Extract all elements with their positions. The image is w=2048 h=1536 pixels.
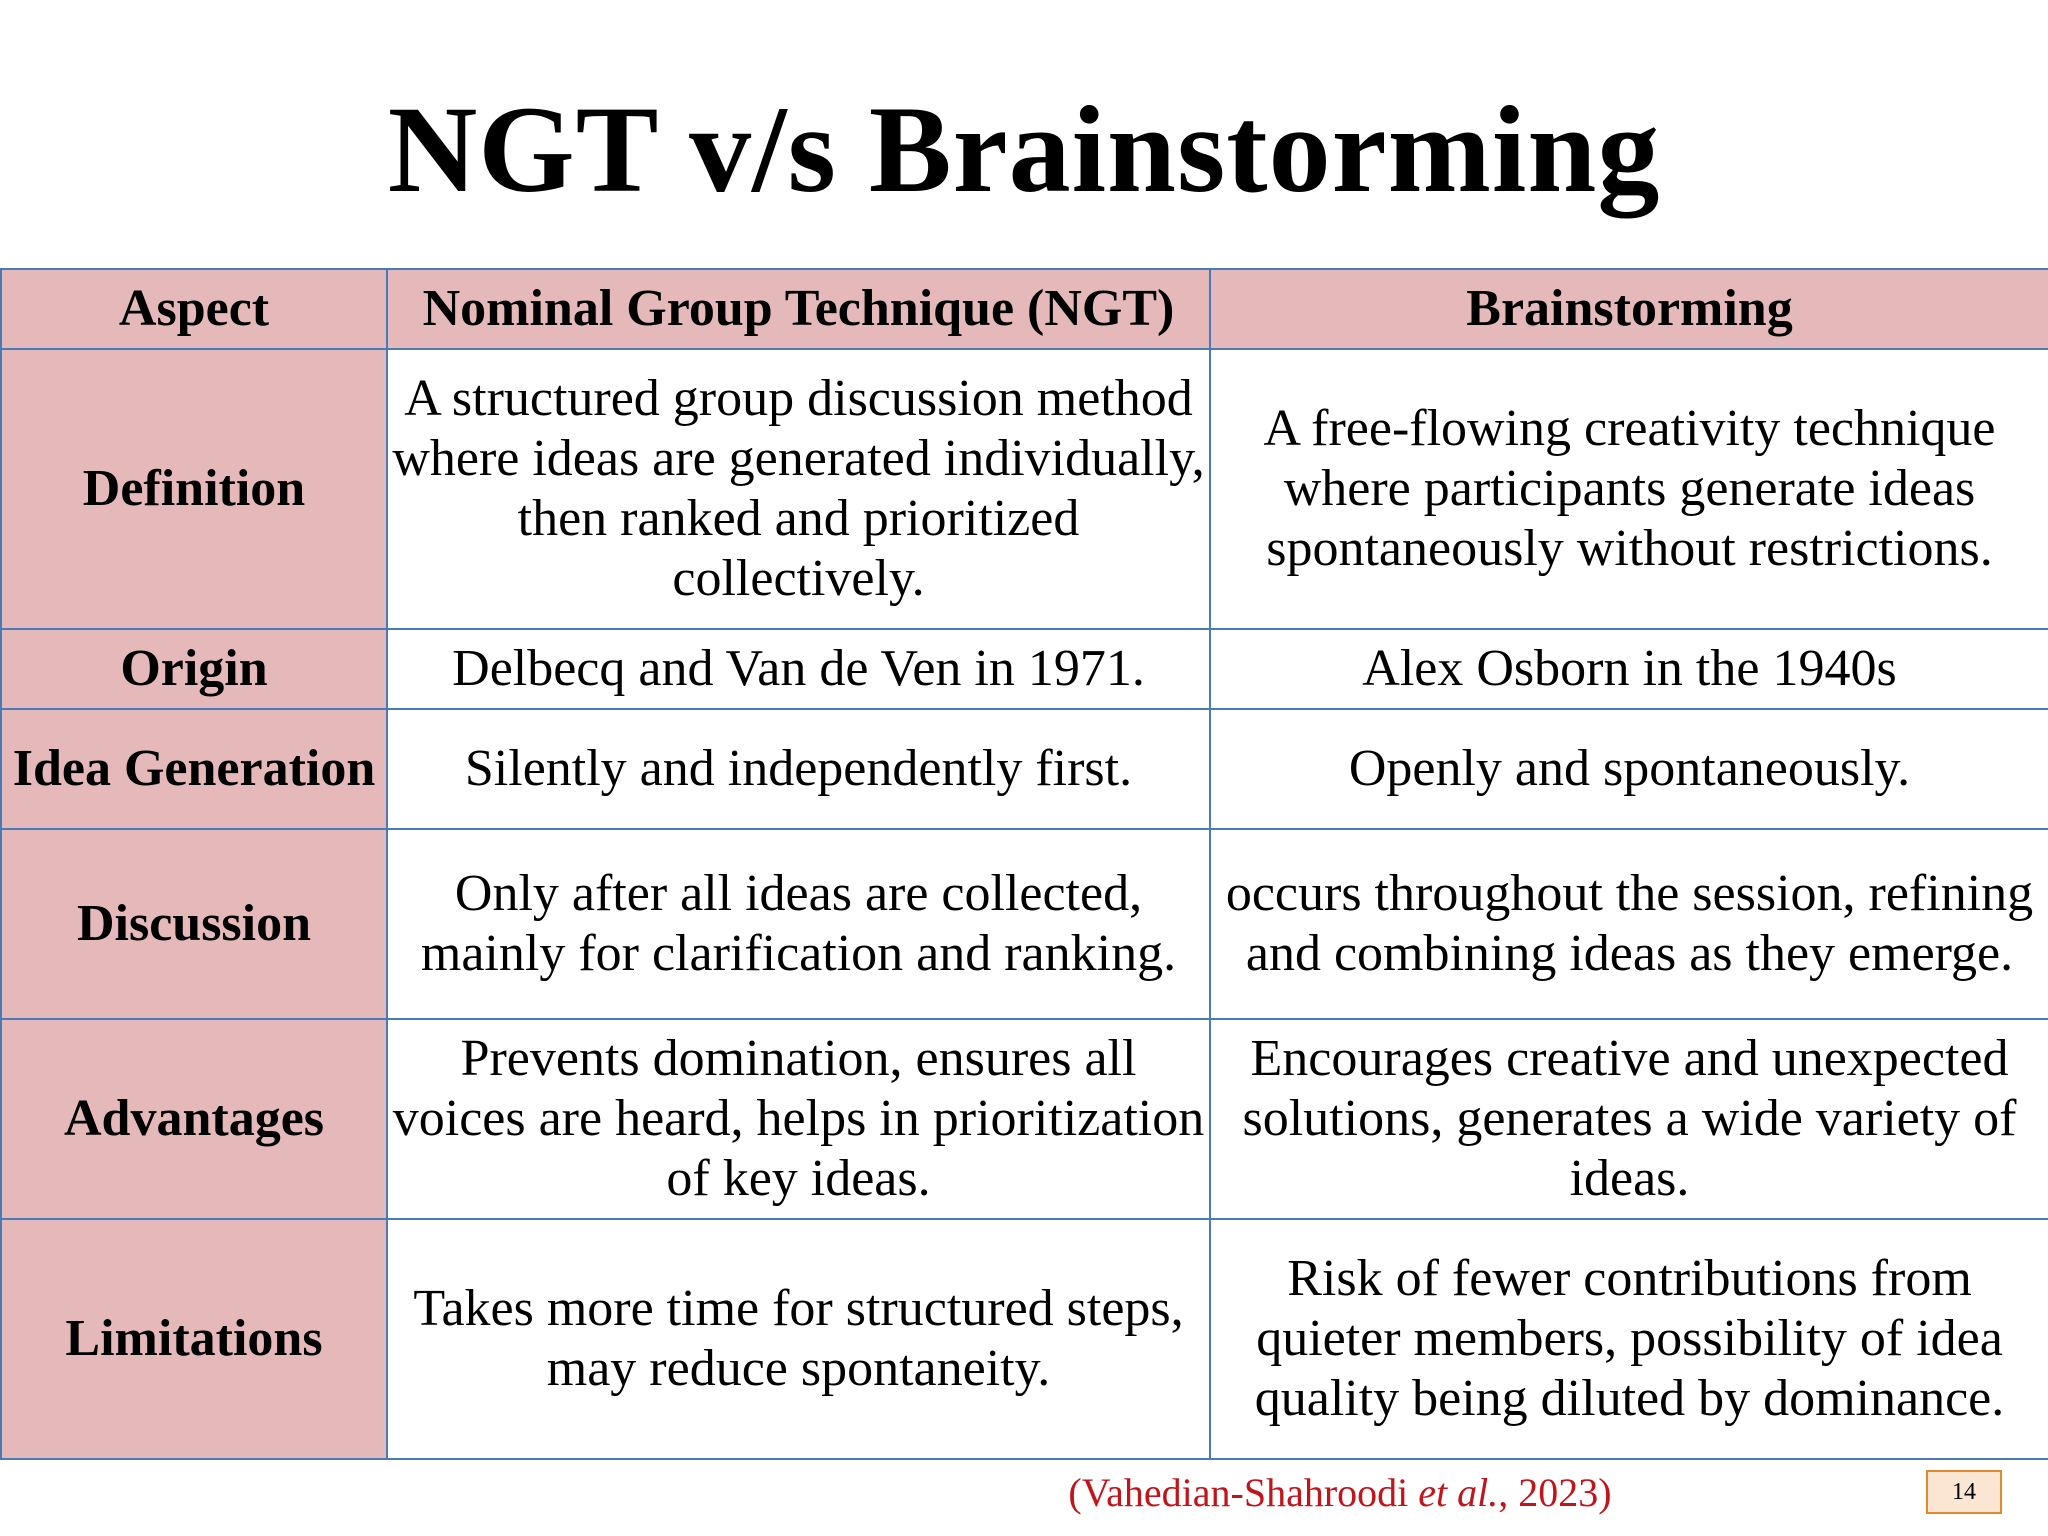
ngt-cell-discussion: Only after all ideas are collected, mainly for clarification and ranking. bbox=[387, 829, 1210, 1019]
citation-etal: et al. bbox=[1418, 1470, 1499, 1515]
header-brainstorming: Brainstorming bbox=[1210, 269, 2048, 349]
row-aspect-origin: Origin bbox=[1, 629, 387, 709]
header-aspect: Aspect bbox=[1, 269, 387, 349]
ngt-cell-advantages: Prevents domination, ensures all voices are heard, helps in prioritization of key ideas. bbox=[387, 1019, 1210, 1219]
header-ngt: Nominal Group Technique (NGT) bbox=[387, 269, 1210, 349]
citation bbox=[1040, 1468, 1640, 1518]
citation-prefix: (Vahedian-Shahroodi bbox=[1068, 1470, 1419, 1515]
slide-title: NGT v/s Brainstorming bbox=[387, 81, 1661, 218]
row-aspect-idea-generation: Idea Generation bbox=[1, 709, 387, 829]
table-row bbox=[1, 1019, 2048, 1219]
brainstorming-cell-limitations: Risk of fewer contributions from quieter members, possibility of idea quality being diluted by dominance. bbox=[1210, 1219, 2048, 1459]
ngt-cell-definition: A structured group discussion method where ideas are generated individually, then ranked and prioritized collectively. bbox=[387, 349, 1210, 629]
ngt-cell-origin: Delbecq and Van de Ven in 1971. bbox=[387, 629, 1210, 709]
row-aspect-definition: Definition bbox=[1, 349, 387, 629]
row-aspect-discussion: Discussion bbox=[1, 829, 387, 1019]
page-number: 14 bbox=[1926, 1470, 2002, 1514]
table-row bbox=[1, 349, 2048, 629]
comparison-table bbox=[0, 268, 2048, 1460]
ngt-cell-idea-generation: Silently and independently first. bbox=[387, 709, 1210, 829]
brainstorming-cell-advantages: Encourages creative and unexpected solutions, generates a wide variety of ideas. bbox=[1210, 1019, 2048, 1219]
brainstorming-cell-origin: Alex Osborn in the 1940s bbox=[1210, 629, 2048, 709]
brainstorming-cell-idea-generation: Openly and spontaneously. bbox=[1210, 709, 2048, 829]
ngt-cell-limitations: Takes more time for structured steps, may reduce spontaneity. bbox=[387, 1219, 1210, 1459]
table-row bbox=[1, 1219, 2048, 1459]
table-row bbox=[1, 829, 2048, 1019]
row-aspect-limitations: Limitations bbox=[1, 1219, 387, 1459]
table-row bbox=[1, 709, 2048, 829]
citation-suffix: , 2023) bbox=[1498, 1470, 1612, 1515]
brainstorming-cell-definition: A free-flowing creativity technique where participants generate ideas spontaneously without restrictions. bbox=[1210, 349, 2048, 629]
brainstorming-cell-discussion: occurs throughout the session, refining and combining ideas as they emerge. bbox=[1210, 829, 2048, 1019]
row-aspect-advantages: Advantages bbox=[1, 1019, 387, 1219]
table-header-row bbox=[1, 269, 2048, 349]
table-row bbox=[1, 629, 2048, 709]
